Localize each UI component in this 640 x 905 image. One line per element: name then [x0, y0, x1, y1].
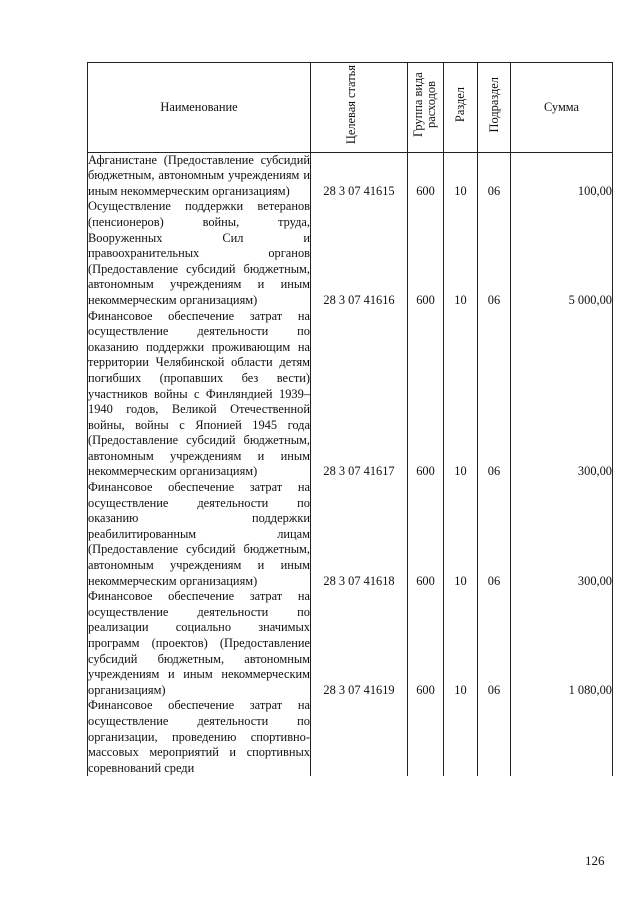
row-section: 10	[444, 199, 478, 308]
table-row	[88, 152, 613, 199]
header-section-label: Раздел	[453, 87, 467, 123]
header-subsection	[478, 63, 511, 153]
row-code: 28 3 07 41619	[311, 589, 408, 698]
row-code: 28 3 07 41616	[311, 199, 408, 308]
table-row	[88, 199, 613, 308]
row-subsection: 06	[478, 199, 511, 308]
row-group: 600	[408, 480, 444, 589]
row-name: Финансовое обеспечение затрат на осуществление деятельности по оказанию поддержки реабилитированным лицам (Предоставление субсидий бюджетным, автономным учреждениям и иным некоммерческим организациям)	[88, 480, 310, 588]
table-row	[88, 698, 613, 776]
row-section: 10	[444, 480, 478, 589]
row-section: 10	[444, 309, 478, 481]
row-group: 600	[408, 152, 444, 199]
header-row	[88, 63, 613, 153]
header-sum: Сумма	[511, 63, 613, 153]
row-subsection: 06	[478, 309, 511, 481]
row-code: 28 3 07 41615	[311, 152, 408, 199]
header-group-label: Группа вида расходов	[410, 72, 438, 138]
header-name: Наименование	[88, 63, 311, 153]
table-row	[88, 589, 613, 698]
row-section	[444, 698, 478, 776]
row-sum: 5 000,00	[511, 199, 613, 308]
row-subsection: 06	[478, 589, 511, 698]
row-code: 28 3 07 41617	[311, 309, 408, 481]
row-group	[408, 698, 444, 776]
row-group: 600	[408, 589, 444, 698]
row-name: Осуществление поддержки ветеранов (пенсионеров) войны, труда, Вооруженных Сил и правоохранительных органов (Предоставление субсидий бюджетным, автономным учреждениям и иным некоммерческим организациям)	[88, 199, 310, 307]
row-name: Финансовое обеспечение затрат на осуществление деятельности по организации, проведению спортивно-массовых мероприятий и спортивных соревнований среди	[88, 698, 310, 775]
header-subsection-label: Подраздел	[486, 77, 501, 133]
budget-table	[87, 62, 613, 776]
row-section: 10	[444, 152, 478, 199]
row-subsection: 06	[478, 152, 511, 199]
row-code: 28 3 07 41618	[311, 480, 408, 589]
header-code	[311, 63, 408, 153]
row-sum: 1 080,00	[511, 589, 613, 698]
row-sum: 100,00	[511, 152, 613, 199]
table-row	[88, 480, 613, 589]
header-section	[444, 63, 478, 153]
row-group: 600	[408, 199, 444, 308]
header-group	[408, 63, 444, 153]
row-sum	[511, 698, 613, 776]
header-code-label: Целевая статья	[344, 65, 358, 145]
row-subsection: 06	[478, 480, 511, 589]
row-name: Финансовое обеспечение затрат на осуществление деятельности по реализации социально значимых программ (проектов) (Предоставление субсидий бюджетным, автономным учреждениям и иным некоммерческим организациям)	[88, 589, 310, 697]
row-code	[311, 698, 408, 776]
row-group: 600	[408, 309, 444, 481]
page-number: 126	[585, 853, 605, 868]
table-row	[88, 309, 613, 481]
row-name: Финансовое обеспечение затрат на осуществление деятельности по оказанию поддержки проживающим на территории Челябинской области детям погибших (пропавших без вести) участников войны с Финляндией 1939–1940 годов, Великой Отечественной войны, войны с Японией 1945 года (Предоставление субсидий бюджетным, автономным учреждениям и иным некоммерческим организациям)	[88, 308, 310, 479]
row-name: Афганистане (Предоставление субсидий бюджетным, автономным учреждениям и иным некоммерческим организациям)	[88, 152, 310, 198]
row-sum: 300,00	[511, 309, 613, 481]
row-section: 10	[444, 589, 478, 698]
row-subsection	[478, 698, 511, 776]
row-sum: 300,00	[511, 480, 613, 589]
